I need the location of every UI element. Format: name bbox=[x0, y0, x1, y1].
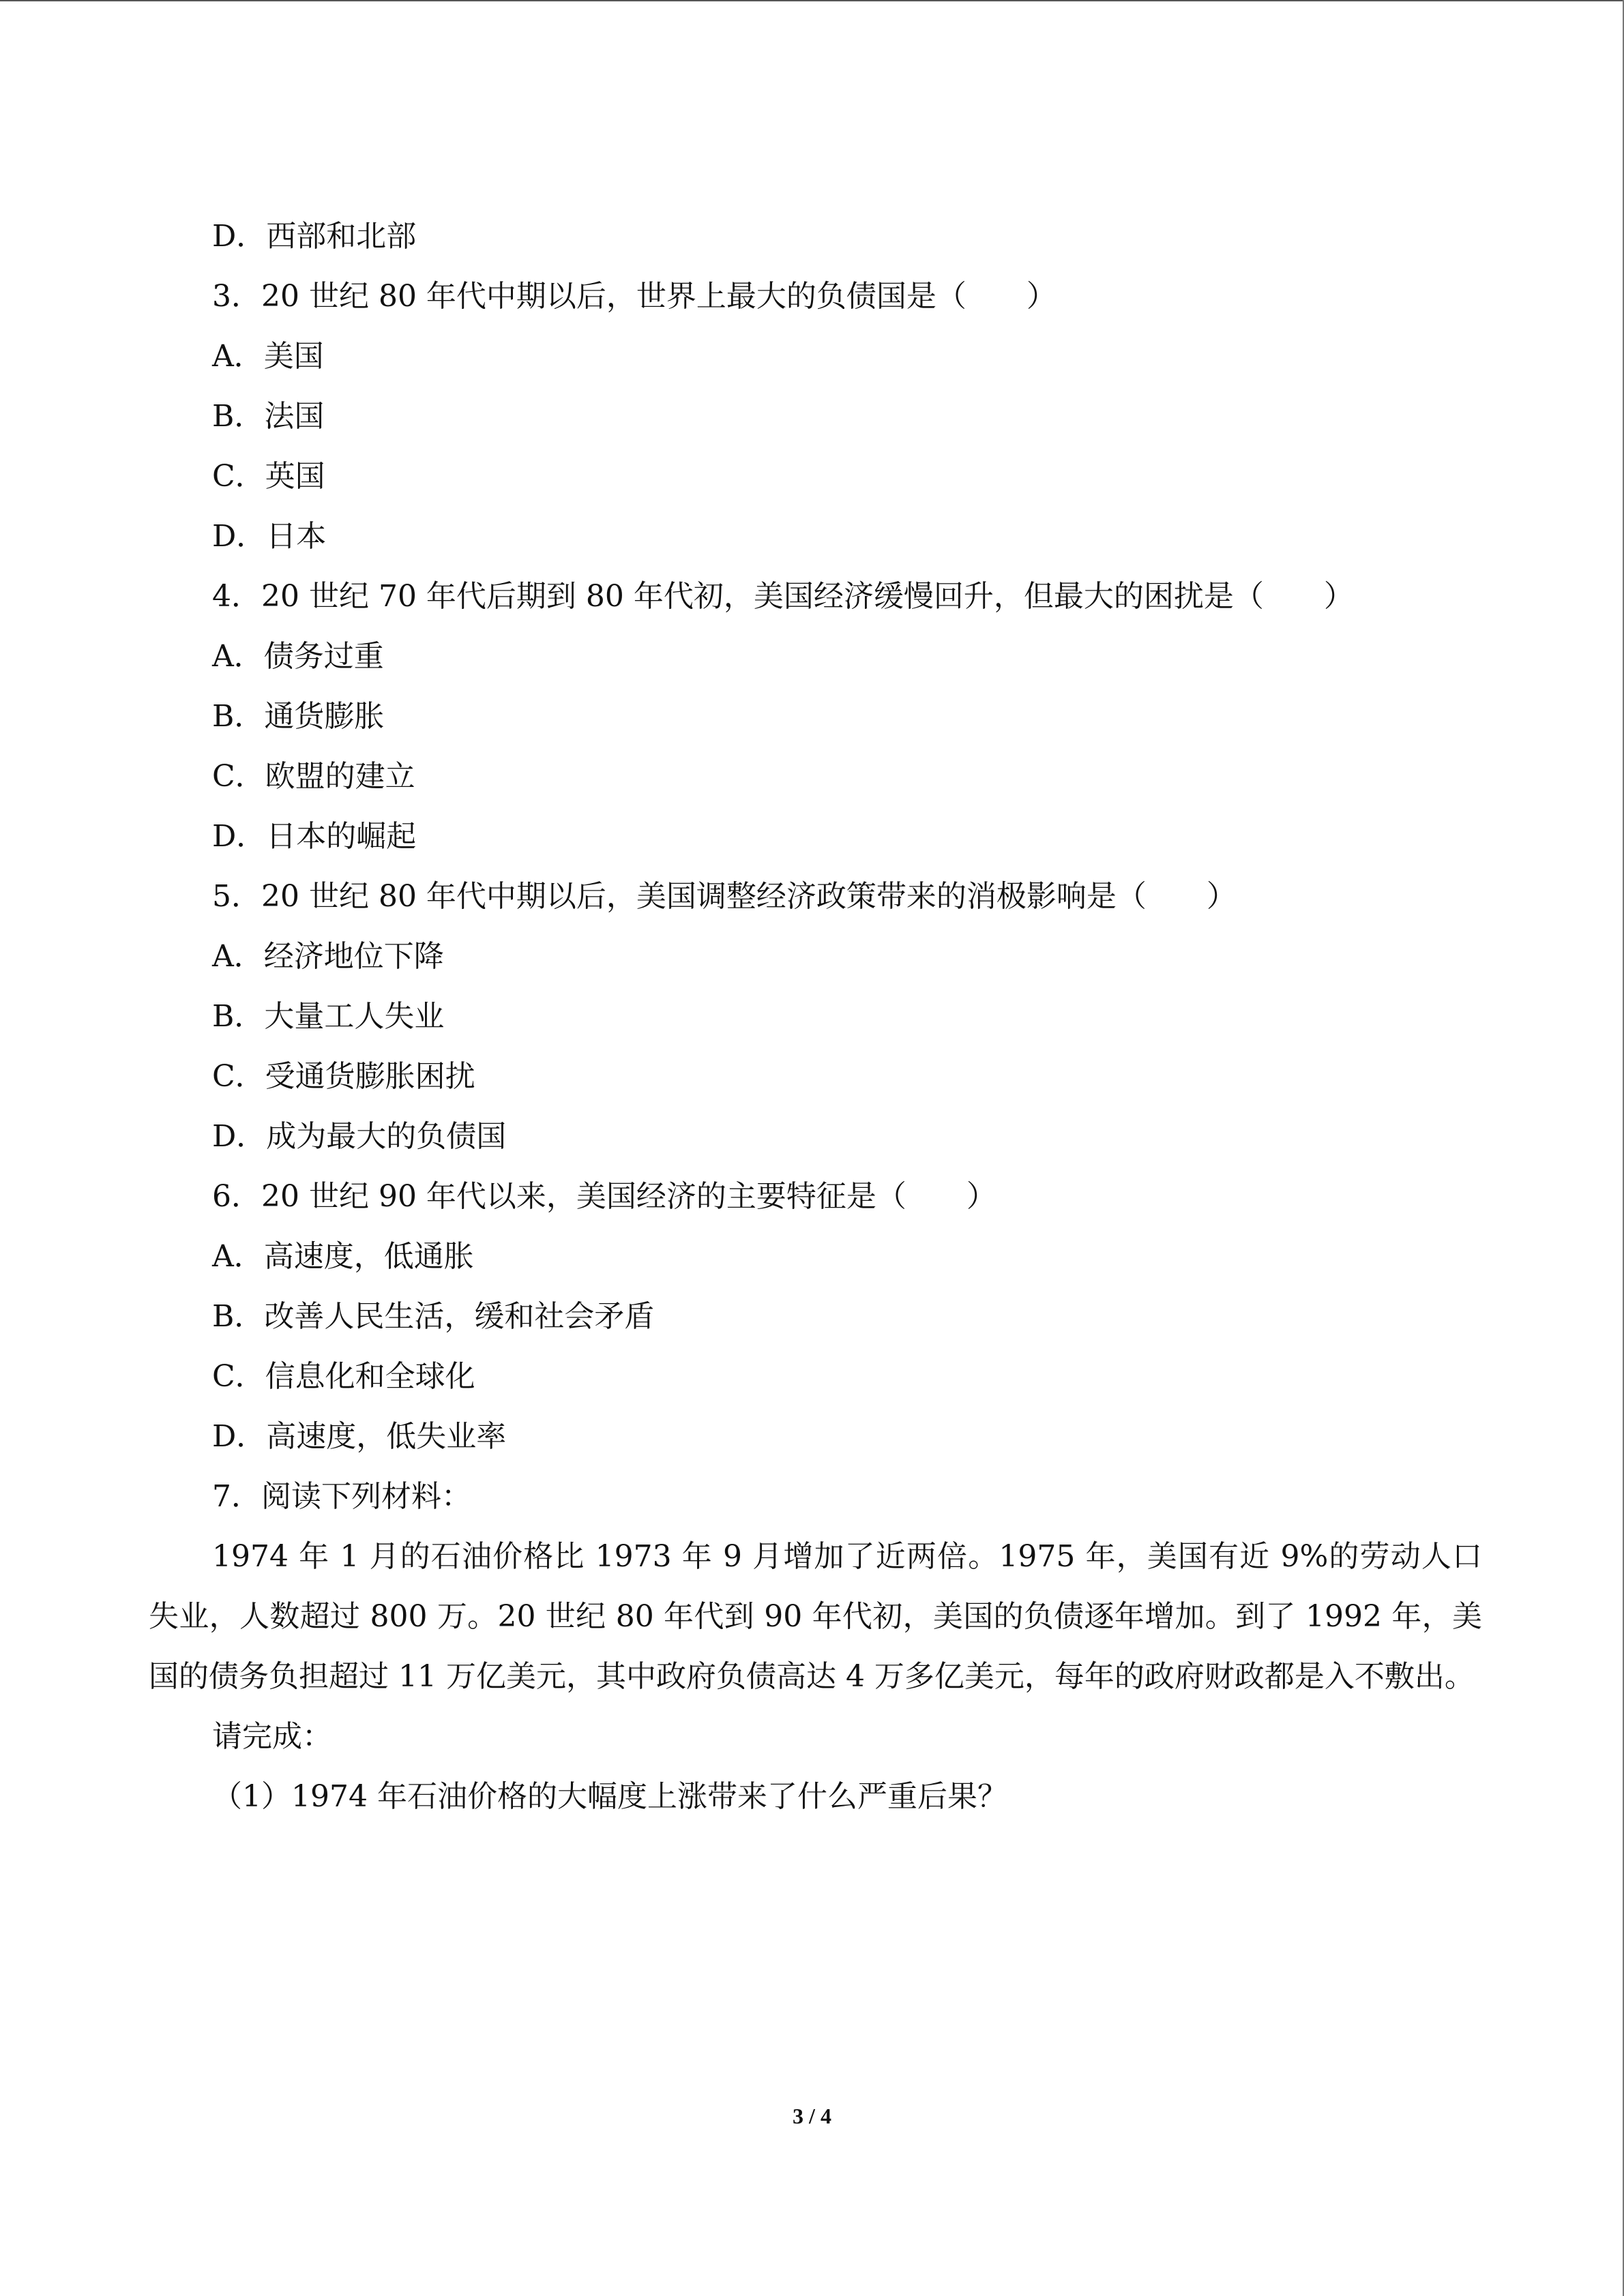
q7-stem: 7．阅读下列材料： bbox=[212, 1479, 471, 1514]
q6-option-a: A．高速度，低通胀 bbox=[212, 1239, 474, 1274]
q6-stem: 6．20 世纪 90 年代以来，美国经济的主要特征是（ ） bbox=[212, 1179, 996, 1214]
q4-option-a: A．债务过重 bbox=[212, 639, 384, 674]
q7-prompt: 请完成： bbox=[212, 1719, 332, 1754]
q3-option-c: C．英国 bbox=[212, 459, 325, 494]
q4-option-c: C．欧盟的建立 bbox=[212, 759, 415, 794]
q6-option-d: D．高速度，低失业率 bbox=[212, 1419, 507, 1454]
q4-stem: 4．20 世纪 70 年代后期到 80 年代初，美国经济缓慢回升，但最大的困扰是（ ） bbox=[212, 579, 1354, 614]
q4-option-d: D．日本的崛起 bbox=[212, 819, 417, 854]
q5-stem: 5．20 世纪 80 年代中期以后，美国调整经济政策带来的消极影响是（ ） bbox=[212, 879, 1237, 914]
q6-option-b: B．改善人民生活，缓和社会矛盾 bbox=[212, 1299, 655, 1334]
q5-option-c: C．受通货膨胀困扰 bbox=[212, 1059, 475, 1094]
q5-option-d: D．成为最大的负债国 bbox=[212, 1119, 507, 1154]
q5-option-a: A．经济地位下降 bbox=[212, 939, 444, 974]
q3-option-d: D．日本 bbox=[212, 519, 327, 554]
top-border bbox=[0, 0, 1624, 1]
q3-option-a: A．美国 bbox=[212, 339, 324, 374]
q4-option-b: B．通货膨胀 bbox=[212, 699, 385, 734]
page-number: 3 / 4 bbox=[793, 2104, 831, 2128]
q3-option-b: B．法国 bbox=[212, 399, 325, 434]
q7-material: 1974 年 1 月的石油价格比 1973 年 9 月增加了近两倍。1975 年，美国有近 9%的劳动人口失业，人数超过 800 万。20 世纪 80 年代到 90 年代初，美国的负债逐年增加。到了 1992 年，美国的债务负担超过 11 万亿美元，其中政府负债高达 4 万多亿美元，每年的政府财政都是入不敷出。 bbox=[149, 1539, 1482, 1694]
q7-subquestion-1: （1）1974 年石油价格的大幅度上涨带来了什么严重后果？ bbox=[212, 1779, 1007, 1814]
q6-option-c: C．信息化和全球化 bbox=[212, 1359, 475, 1394]
question-content bbox=[149, 207, 1482, 1827]
q5-option-b: B．大量工人失业 bbox=[212, 999, 445, 1034]
q2-option-d: D．西部和北部 bbox=[212, 219, 417, 254]
q3-stem: 3．20 世纪 80 年代中期以后，世界上最大的负债国是（ ） bbox=[212, 279, 1057, 314]
